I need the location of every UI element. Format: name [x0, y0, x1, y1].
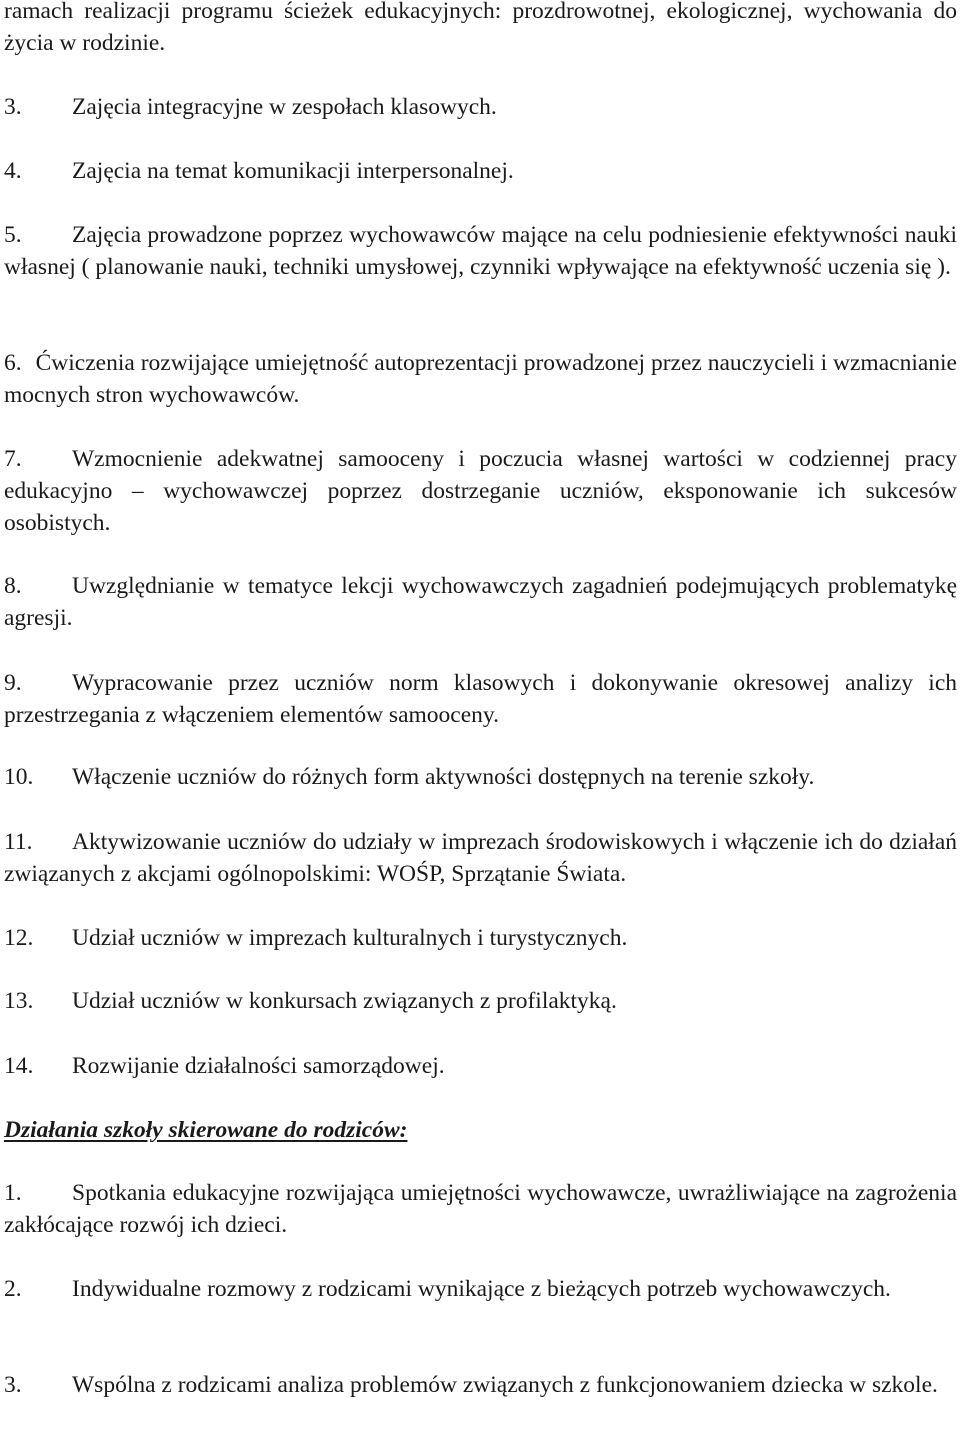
- list-item: [4, 1369, 957, 1401]
- list-item: [4, 91, 957, 123]
- list-item-text: Uwzględnianie w tematyce lekcji wychowawczych zagadnień podejmujących problematykę agresji.: [4, 573, 957, 631]
- list-item: [4, 667, 957, 731]
- list-item: [4, 1273, 957, 1305]
- list-item-text: Ćwiczenia rozwijające umiejętność autoprezentacji prowadzonej przez nauczycieli i wzmacnianie mocnych stron wychowawców.: [4, 350, 957, 408]
- list-item: [4, 570, 957, 634]
- list-item: [4, 1177, 957, 1241]
- list-item-text: Aktywizowanie uczniów do udziały w imprezach środowiskowych i włączenie ich do działań związanych z akcjami ogólnopolskimi: WOŚP, Sprzątanie Świata.: [4, 829, 957, 887]
- list-item-text: Spotkania edukacyjne rozwijająca umiejętności wychowawcze, uwrażliwiające na zagrożenia zakłócające rozwój ich dzieci.: [4, 1180, 957, 1238]
- list-item: [4, 155, 957, 187]
- list-item-number: 11.: [4, 829, 33, 855]
- list-item-number: 7.: [4, 446, 22, 472]
- list-item-text: Zajęcia prowadzone poprzez wychowawców mające na celu podniesienie efektywności nauki własnej ( planowanie nauki, techniki umysłowej, czynniki wpływające na efektywność uczenia się ).: [4, 222, 957, 280]
- list-item-text: Indywidualne rozmowy z rodzicami wynikające z bieżących potrzeb wychowawczych.: [72, 1276, 891, 1302]
- list-item-number: 3.: [4, 94, 22, 120]
- list-item-number: 8.: [4, 573, 22, 599]
- list-item-number: 3.: [4, 1372, 22, 1398]
- list-item-text: Udział uczniów w konkursach związanych z profilaktyką.: [72, 988, 617, 1014]
- list-item-text: Wypracowanie przez uczniów norm klasowych i dokonywanie okresowej analizy ich przestrzegania z włączeniem elementów samooceny.: [4, 670, 957, 728]
- list-item-text: Wspólna z rodzicami analiza problemów związanych z funkcjonowaniem dziecka w szkole.: [72, 1372, 938, 1398]
- intro-continuation: ramach realizacji programu ścieżek edukacyjnych: prozdrowotnej, ekologicznej, wychowania do życia w rodzinie.: [4, 0, 957, 56]
- list-item: [4, 443, 957, 539]
- list-item-text: Włączenie uczniów do różnych form aktywności dostępnych na terenie szkoły.: [72, 764, 815, 790]
- list-item: [4, 761, 957, 793]
- list-item: [4, 826, 957, 890]
- list-item-number: 4.: [4, 158, 22, 184]
- list-item-number: 5.: [4, 222, 22, 248]
- list-item-text: Zajęcia integracyjne w zespołach klasowych.: [72, 94, 497, 120]
- list-item: [4, 985, 957, 1017]
- list-item: [4, 1050, 957, 1082]
- list-item-number: 13.: [4, 988, 34, 1014]
- list-item-number: 14.: [4, 1053, 34, 1079]
- list-item-text: Wzmocnienie adekwatnej samooceny i poczucia własnej wartości w codziennej pracy edukacyjno – wychowawczej poprzez dostrzeganie uczniów, eksponowanie ich sukcesów osobistych.: [4, 446, 957, 536]
- list-item: [4, 219, 957, 283]
- list-item: [4, 347, 957, 411]
- list-item-text: Rozwijanie działalności samorządowej.: [72, 1053, 445, 1079]
- list-item-number: 12.: [4, 925, 34, 951]
- list-item-number: 10.: [4, 764, 34, 790]
- list-item-number: 9.: [4, 670, 22, 696]
- list-item: [4, 922, 957, 954]
- section-heading: Działania szkoły skierowane do rodziców:: [4, 1117, 408, 1143]
- list-item-number: 6.: [4, 350, 22, 376]
- list-item-number: 1.: [4, 1180, 22, 1206]
- list-item-text: Udział uczniów w imprezach kulturalnych i turystycznych.: [72, 925, 628, 951]
- list-item-number: 2.: [4, 1276, 22, 1302]
- list-item-text: Zajęcia na temat komunikacji interpersonalnej.: [72, 158, 514, 184]
